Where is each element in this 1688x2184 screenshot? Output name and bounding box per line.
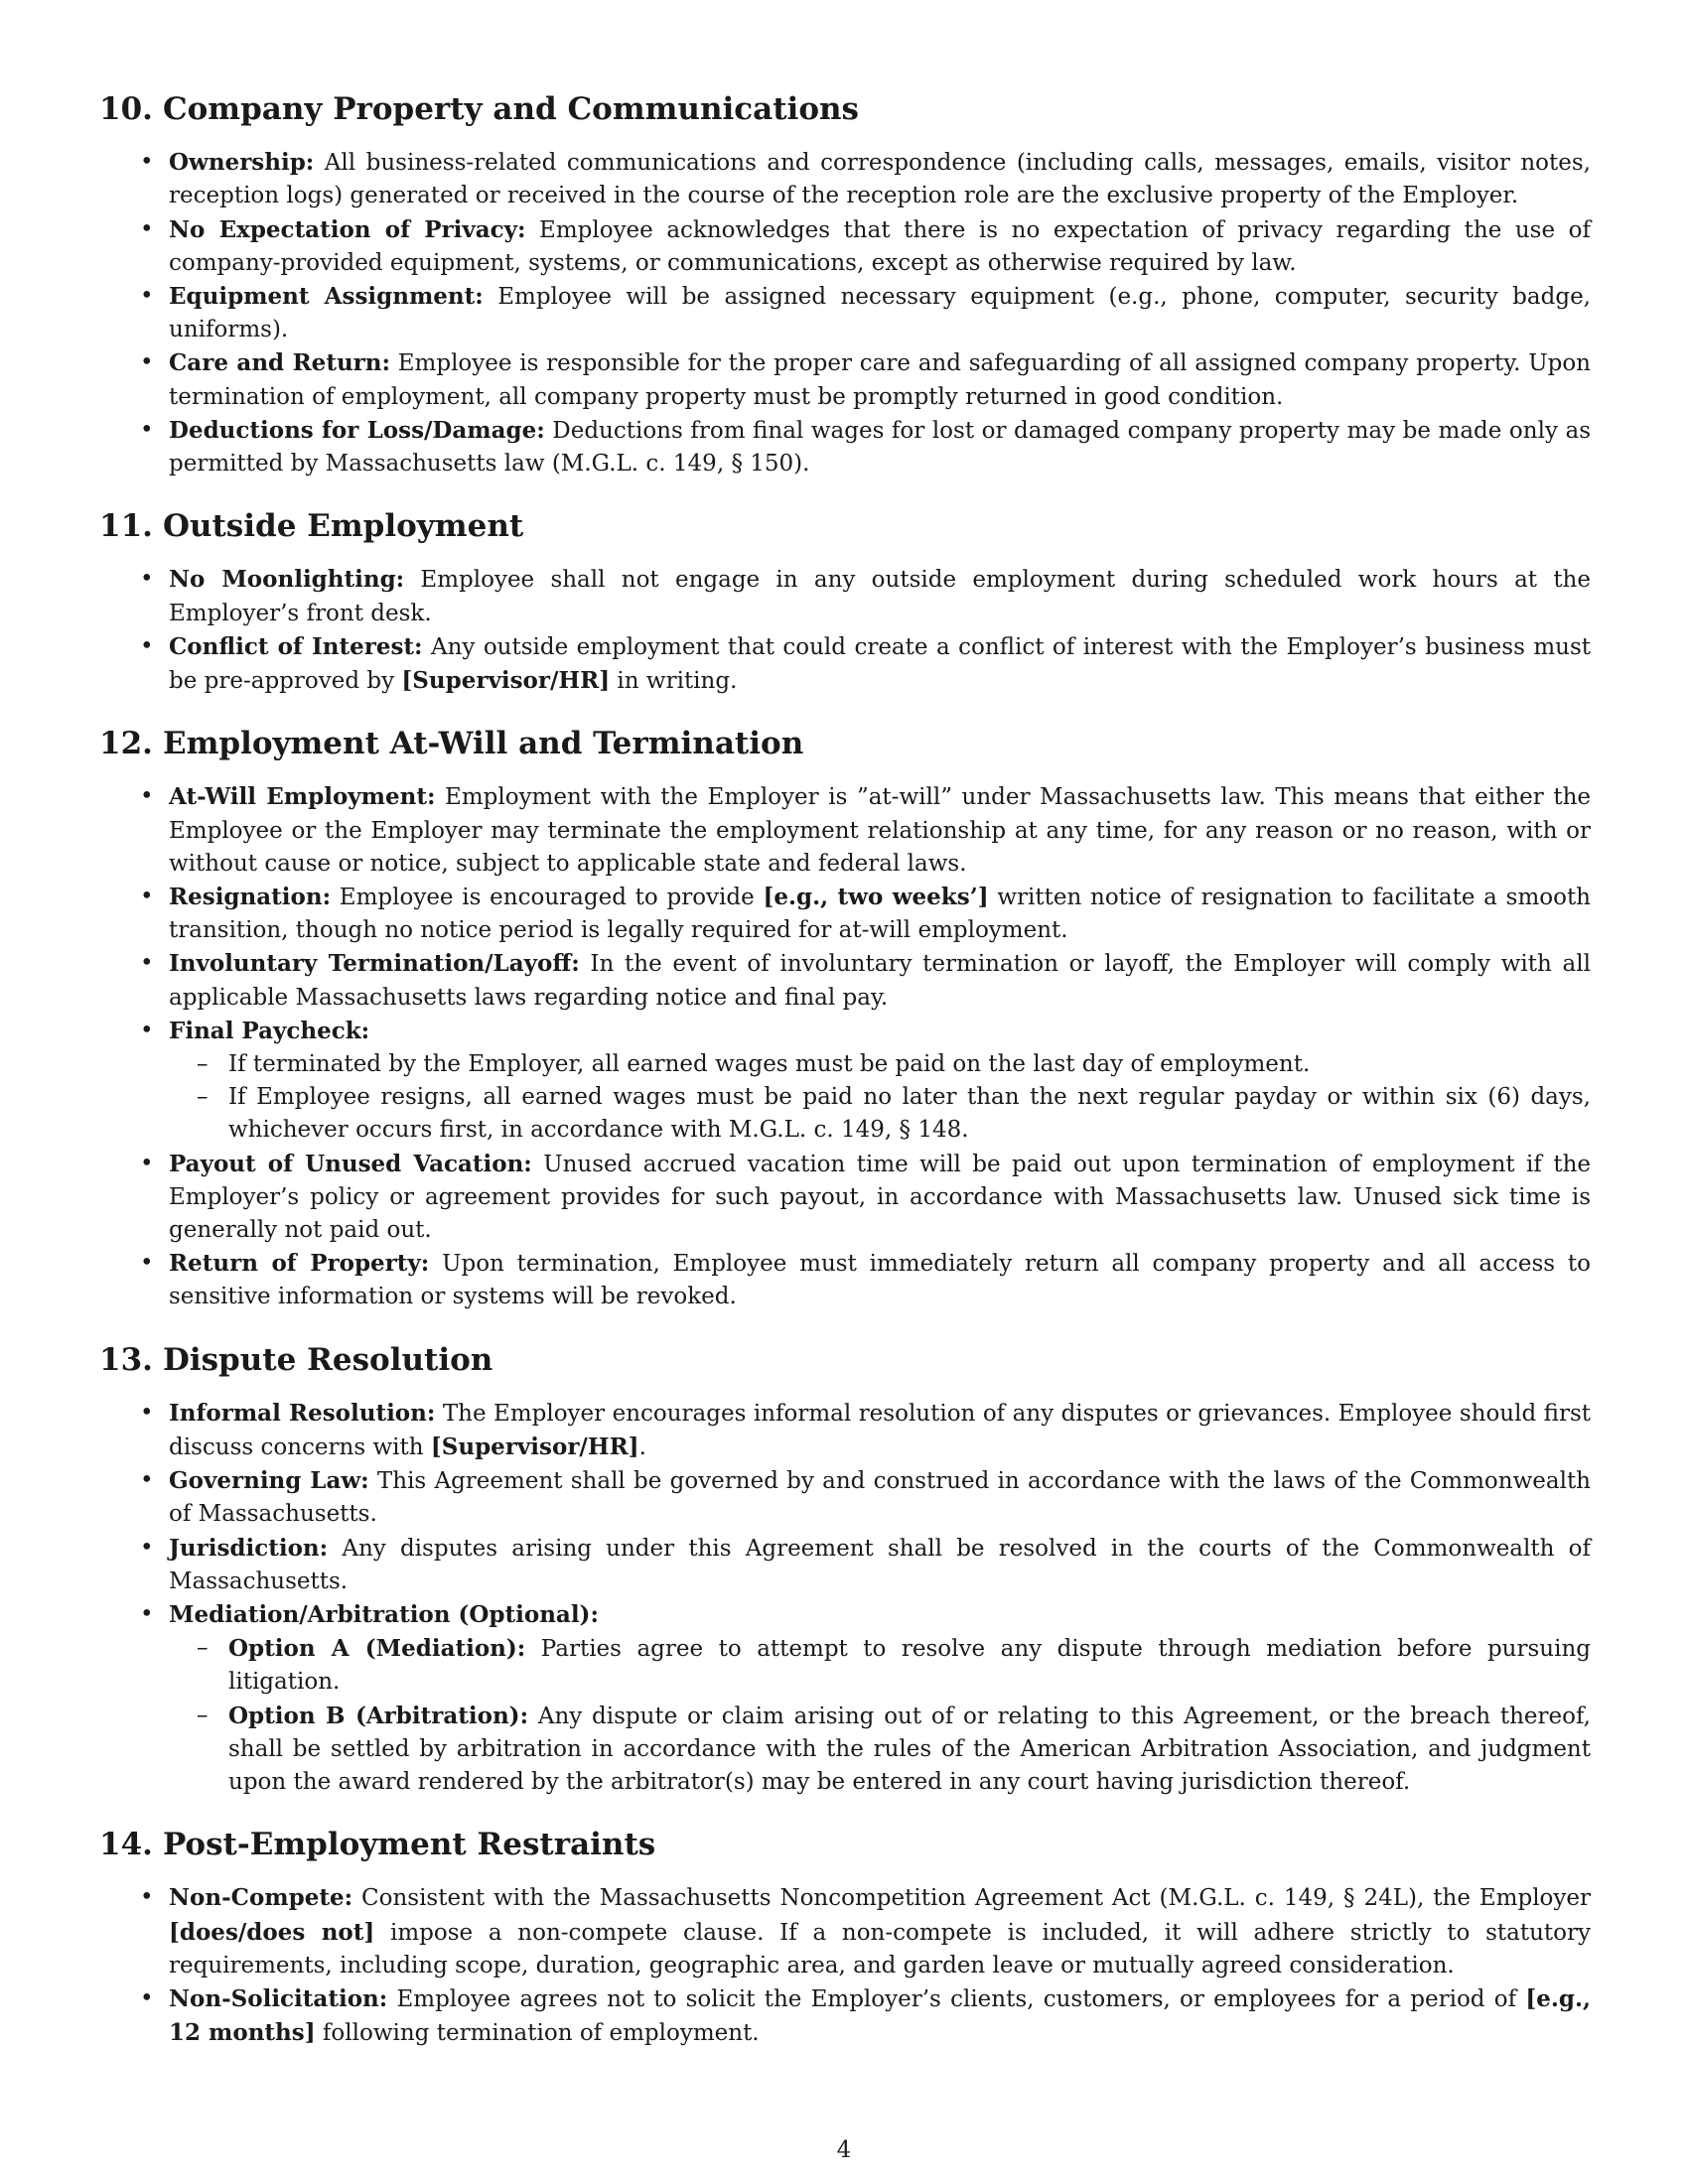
section-13: [99, 1342, 1591, 1800]
list-item: • Return of Property: Upon termination, Employee must immediately return all company property and all access to sensitive information or systems will be revoked.: [99, 1247, 1591, 1313]
section-10: [99, 91, 1591, 480]
section-heading: 11. Outside Employment: [99, 508, 524, 545]
section-heading: 14. Post-Employment Restraints: [99, 1827, 656, 1863]
list-item: • No Moonlighting: Employee shall not engage in any outside employment during scheduled work hours at the Employer’s front desk.: [99, 563, 1591, 629]
sub-list-item: – If terminated by the Employer, all earned wages must be paid on the last day of employment.: [169, 1048, 1591, 1081]
bullet-list: [99, 1881, 1591, 2050]
list-item: • Care and Return: Employee is responsible for the proper care and safeguarding of all assigned company property. Upon termination of employment, all company property must be promptly returned in good condition.: [99, 346, 1591, 413]
bullet-list: [99, 563, 1591, 698]
sub-list-item: – Option A (Mediation): Parties agree to attempt to resolve any dispute through mediation before pursuing litigation.: [169, 1632, 1591, 1699]
list-item: • No Expectation of Privacy: Employee acknowledges that there is no expectation of privacy regarding the use of company-provided equipment, systems, or communications, except as otherwise required by law.: [99, 213, 1591, 280]
document-page: [99, 91, 1591, 2078]
section-11: [99, 508, 1591, 698]
section-heading: 12. Employment At-Will and Termination: [99, 726, 804, 762]
list-item: • Involuntary Termination/Layoff: In the event of involuntary termination or layoff, the Employer will comply with all applicable Massachusetts laws regarding notice and final pay.: [99, 947, 1591, 1014]
bullet-list: [99, 146, 1591, 480]
section-12: [99, 726, 1591, 1313]
list-item: • Conflict of Interest: Any outside employment that could create a conflict of interest with the Employer’s business must be pre-approved by [Supervisor/HR] in writing.: [99, 630, 1591, 698]
bullet-list: [99, 1397, 1591, 1799]
sub-list-item: – Option B (Arbitration): Any dispute or claim arising out of or relating to this Agreement, or the breach thereof, shall be settled by arbitration in accordance with the rules of the American Arbitration Association, and judgment upon the award rendered by the arbitrator(s) may be entered in any court having jurisdiction thereof.: [169, 1700, 1591, 1800]
list-item: • Equipment Assignment: Employee will be assigned necessary equipment (e.g., phone, computer, security badge, uniforms).: [99, 280, 1591, 346]
sub-list: [169, 1048, 1591, 1148]
list-item: • Final Paycheck: – If terminated by the Employer, all earned wages must be paid on the last day of employment. – If Employee resigns, all earned wages must be paid no later than the next regular payday or within six (6) days, whichever occurs first, in accordance with M.G.L. c. 149, § 148.: [99, 1015, 1591, 1148]
list-item: • Governing Law: This Agreement shall be governed by and construed in accordance with the laws of the Commonwealth of Massachusetts.: [99, 1464, 1591, 1531]
list-item: • Non-Solicitation: Employee agrees not to solicit the Employer’s clients, customers, or employees for a period of [e.g., 12 months] following termination of employment.: [99, 1982, 1591, 2050]
sub-list-item: – If Employee resigns, all earned wages must be paid no later than the next regular payday or within six (6) days, whichever occurs first, in accordance with M.G.L. c. 149, § 148.: [169, 1081, 1591, 1147]
list-item: • Ownership: All business-related communications and correspondence (including calls, messages, emails, visitor notes, reception logs) generated or received in the course of the reception role are the exclusive property of the Employer.: [99, 146, 1591, 212]
list-item: • Jurisdiction: Any disputes arising under this Agreement shall be resolved in the courts of the Commonwealth of Massachusetts.: [99, 1532, 1591, 1598]
list-item: • Non-Compete: Consistent with the Massachusetts Noncompetition Agreement Act (M.G.L. c. 149, § 24L), the Employer [does/does not] impose a non-compete clause. If a non-compete is included, it will adhere strictly to statutory requirements, including scope, duration, geographic area, and garden leave or mutually agreed consideration.: [99, 1881, 1591, 1982]
list-item: • Resignation: Employee is encouraged to provide [e.g., two weeks’] written notice of resignation to facilitate a smooth transition, though no notice period is legally required for at-will employment.: [99, 881, 1591, 947]
sub-list: [169, 1632, 1591, 1799]
list-item: • At-Will Employment: Employment with the Employer is ”at-will” under Massachusetts law. This means that either the Employee or the Employer may terminate the employment relationship at any time, for any reason or no reason, with or without cause or notice, subject to applicable state and federal laws.: [99, 780, 1591, 881]
section-heading: 13. Dispute Resolution: [99, 1341, 493, 1378]
list-item: • Payout of Unused Vacation: Unused accrued vacation time will be paid out upon termination of employment if the Employer’s policy or agreement provides for such payout, in accordance with Massachusetts law. Unused sick time is generally not paid out.: [99, 1148, 1591, 1248]
section-heading: 10. Company Property and Communications: [99, 91, 859, 127]
list-item: • Deductions for Loss/Damage: Deductions from final wages for lost or damaged company property may be made only as permitted by Massachusetts law (M.G.L. c. 149, § 150).: [99, 414, 1591, 480]
list-item: • Mediation/Arbitration (Optional): – Option A (Mediation): Parties agree to attempt to resolve any dispute through mediation before pursuing litigation. – Option B (Arbitration): Any dispute or claim arising out of or relating to this Agreement, or the breach thereof, shall be settled by arbitration in accordance with the rules of the American Arbitration Association, and judgment upon the award rendered by the arbitrator(s) may be entered in any court having jurisdiction thereof.: [99, 1598, 1591, 1799]
page-number: 4: [836, 2137, 852, 2163]
bullet-list: [99, 780, 1591, 1313]
list-item: • Informal Resolution: The Employer encourages informal resolution of any disputes or grievances. Employee should first discuss concerns with [Supervisor/HR].: [99, 1397, 1591, 1464]
section-14: [99, 1827, 1591, 2050]
